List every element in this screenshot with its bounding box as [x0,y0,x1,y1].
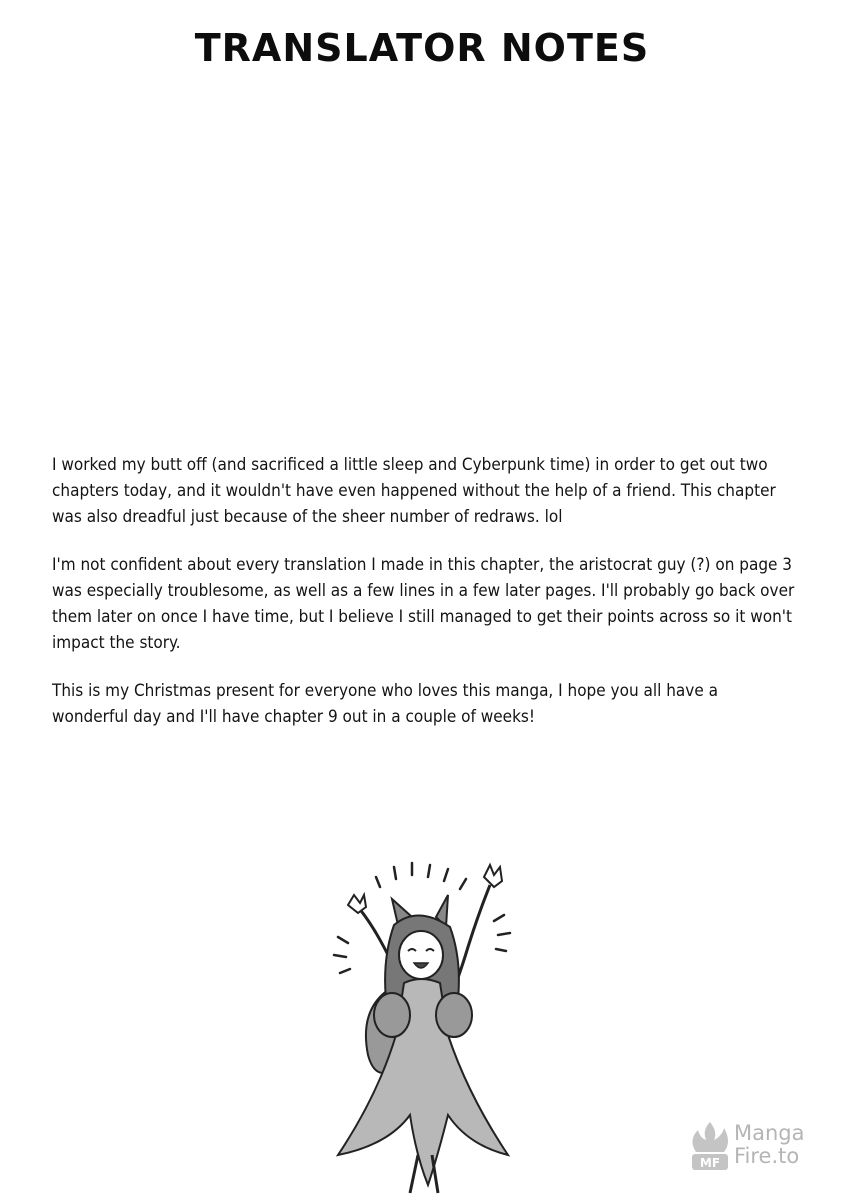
translator-notes-body [52,452,797,752]
mangafire-logo-icon [688,1118,732,1172]
note-paragraph-1: I worked my butt off (and sacrificed a little sleep and Cyberpunk time) in order to get out two chapters today, and it wouldn't have even happened without the help of a friend. This chapter was also dreadful just because of the sheer number of redraws. lol [52,455,776,527]
watermark-line-1: Manga [734,1121,805,1145]
mangafire-watermark [688,1118,828,1172]
note-paragraph-3: This is my Christmas present for everyone who loves this manga, I hope you all have a wonderful day and I'll have chapter 9 out in a couple of weeks! [52,681,718,727]
page-title: TRANSLATOR NOTES [194,26,650,70]
fox-girl-illustration [318,855,528,1200]
watermark-line-2: Fire.to [734,1144,800,1168]
note-paragraph-2: I'm not confident about every translation I made in this chapter, the aristocrat guy (?) on page 3 was especially troublesome, as well as a few lines in a few later pages. I'll probably go back over them later on once I have time, but I believe I still managed to get their points across so it won't impact the story. [52,555,795,653]
svg-text:MF: MF [699,1156,721,1170]
